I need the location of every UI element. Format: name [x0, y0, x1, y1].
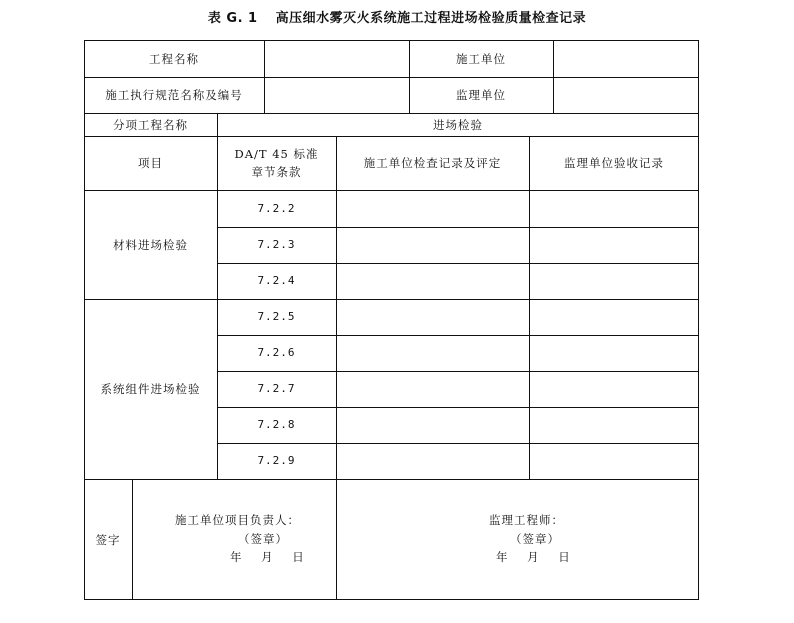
construction-date-label: 年 月 日 [230, 550, 305, 564]
construction-unit-label: 施工单位 [456, 51, 506, 66]
supervision-seal-label: （签章） [510, 532, 560, 546]
project-name-value[interactable] [264, 40, 409, 77]
clause-cell: 7.2.7 [257, 382, 296, 395]
clause-cell: 7.2.8 [257, 418, 296, 431]
sub-project-value: 进场检验 [433, 117, 483, 132]
supervision-unit-label: 监理单位 [456, 88, 506, 102]
project-name-label: 工程名称 [149, 51, 199, 66]
supervision-person-label: 监理工程师： [489, 513, 564, 527]
column-header-clause-line2: 章节条款 [251, 165, 302, 179]
clause-cell: 7.2.5 [257, 310, 296, 323]
sub-project-label: 分项工程名称 [113, 117, 188, 132]
clause-cell: 7.2.3 [257, 238, 296, 251]
construction-person-label: 施工单位项目负责人： [175, 513, 300, 527]
group-name-component: 系统组件进场检验 [100, 382, 201, 396]
spec-value[interactable] [264, 77, 409, 113]
construction-unit-value[interactable] [553, 40, 699, 77]
clause-cell: 7.2.2 [257, 201, 296, 215]
column-header-construction-record: 施工单位检查记录及评定 [363, 156, 502, 170]
table-number: 表 G. 1 [207, 11, 258, 26]
clause-cell: 7.2.9 [257, 454, 296, 467]
supervision-unit-value[interactable] [553, 77, 699, 113]
supervision-date-label: 年 月 日 [496, 550, 571, 564]
table-title: 高压细水雾灭火系统施工过程进场检验质量检查记录 [275, 11, 587, 26]
column-divider [336, 136, 337, 600]
clause-cell: 7.2.6 [257, 346, 296, 359]
column-header-supervision-record: 监理单位验收记录 [564, 156, 664, 170]
column-header-clause [217, 136, 336, 190]
row-divider [84, 479, 699, 480]
column-header-clause-line1: DA/T 45 标准 [234, 147, 319, 161]
clause-cell: 7.2.4 [257, 274, 296, 287]
group-name-material: 材料进场检验 [113, 237, 188, 252]
signature-label: 签字 [95, 532, 121, 547]
spec-label: 施工执行规范名称及编号 [105, 88, 243, 102]
document-title [0, 7, 794, 26]
column-divider [132, 479, 133, 600]
construction-seal-label: （签章） [238, 532, 288, 546]
column-header-item: 项目 [138, 156, 163, 170]
